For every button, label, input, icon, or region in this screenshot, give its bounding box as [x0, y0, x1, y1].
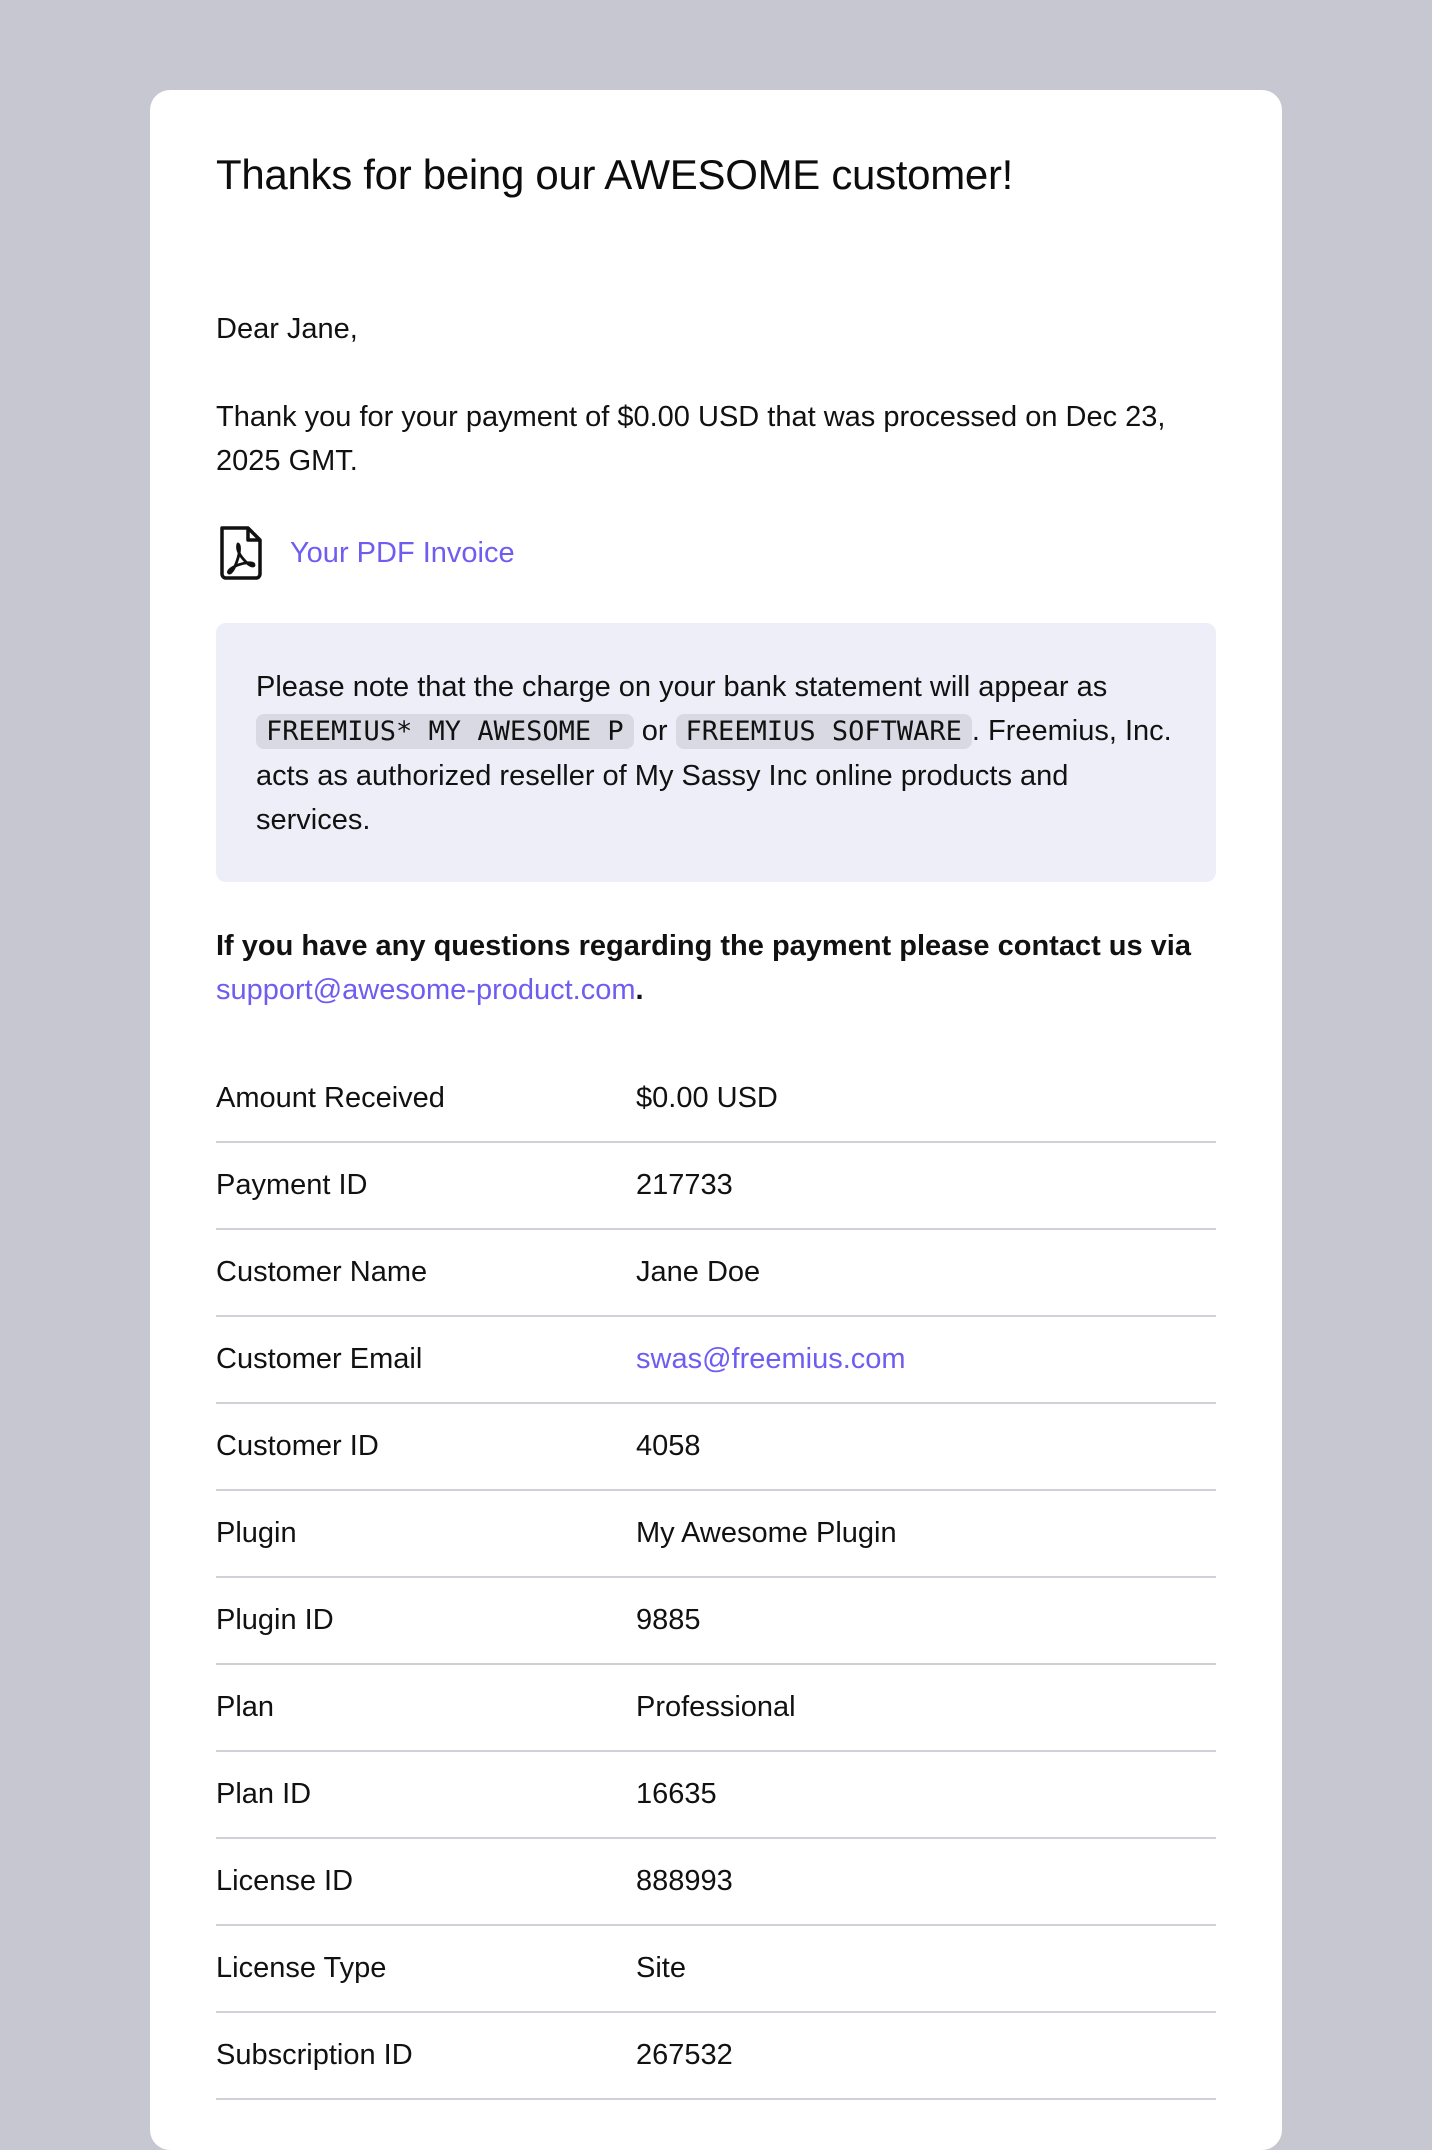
table-row [216, 1403, 1216, 1490]
table-row [216, 1316, 1216, 1403]
payment-message: Thank you for your payment of $0.00 USD that was processed on Dec 23, 2025 GMT. [216, 401, 1166, 477]
email-title: Thanks for being our AWESOME customer! [216, 151, 1014, 198]
row-label: Plan [216, 1691, 275, 1723]
email-card [150, 90, 1282, 2150]
note-text-after: Freemius, Inc. acts as authorized reseller of My Sassy Inc online products and services. [256, 715, 1172, 836]
descriptor-1: FREEMIUS* MY AWESOME P [256, 714, 634, 749]
row-label: Plugin [216, 1517, 297, 1549]
table-row [216, 1664, 1216, 1751]
row-label: Plan ID [216, 1778, 312, 1810]
support-email-link[interactable]: support@awesome-product.com [216, 974, 636, 1006]
row-value: 9885 [636, 1604, 701, 1636]
row-label: Subscription ID [216, 2039, 413, 2071]
row-value: 217733 [636, 1169, 733, 1201]
greeting: Dear Jane, [216, 313, 358, 345]
row-value: $0.00 USD [636, 1082, 778, 1114]
table-row [216, 1142, 1216, 1229]
row-label: Customer Name [216, 1256, 428, 1288]
table-row [216, 1490, 1216, 1577]
table-row [216, 1577, 1216, 1664]
row-value: 888993 [636, 1865, 733, 1897]
payment-details-table [216, 1056, 1216, 2100]
customer-email-link[interactable]: swas@freemius.com [636, 1343, 906, 1375]
table-row [216, 1751, 1216, 1838]
row-value: My Awesome Plugin [636, 1517, 897, 1549]
row-label: License ID [216, 1865, 354, 1897]
note-joiner: or [641, 715, 668, 747]
pdf-invoice-link[interactable]: Your PDF Invoice [290, 536, 515, 569]
row-value: 4058 [636, 1430, 701, 1462]
row-label: Payment ID [216, 1169, 368, 1201]
row-value: Jane Doe [636, 1256, 761, 1288]
row-value: 16635 [636, 1778, 717, 1810]
invoice-row [216, 523, 1216, 583]
row-label: Amount Received [216, 1082, 445, 1114]
row-value: Site [636, 1952, 686, 1984]
row-label: Customer ID [216, 1430, 379, 1462]
table-row [216, 2012, 1216, 2099]
table-row [216, 1056, 1216, 1142]
row-value [636, 1316, 1216, 1403]
bank-statement-note: Please note that the charge on your bank statement will appear as FREEMIUS* MY AWESOME P or FREEMIUS SOFTWARE . Freemius, Inc. acts as authorized reseller of My Sassy Inc online products and services. [216, 623, 1216, 882]
note-text-before: Please note that the charge on your bank statement will appear as [256, 671, 1108, 703]
row-label: Plugin ID [216, 1604, 334, 1636]
row-label: License Type [216, 1952, 387, 1984]
contact-end: . [635, 974, 644, 1006]
contact-text: If you have any questions regarding the payment please contact us via [216, 930, 1191, 962]
table-row [216, 1925, 1216, 2012]
row-value: 267532 [636, 2039, 733, 2071]
row-label: Customer Email [216, 1343, 423, 1375]
contact-paragraph [216, 924, 1216, 1012]
table-row [216, 1838, 1216, 1925]
table-row [216, 1229, 1216, 1316]
pdf-file-icon[interactable] [216, 524, 266, 582]
descriptor-2: FREEMIUS SOFTWARE [676, 714, 972, 749]
row-value: Professional [636, 1691, 796, 1723]
